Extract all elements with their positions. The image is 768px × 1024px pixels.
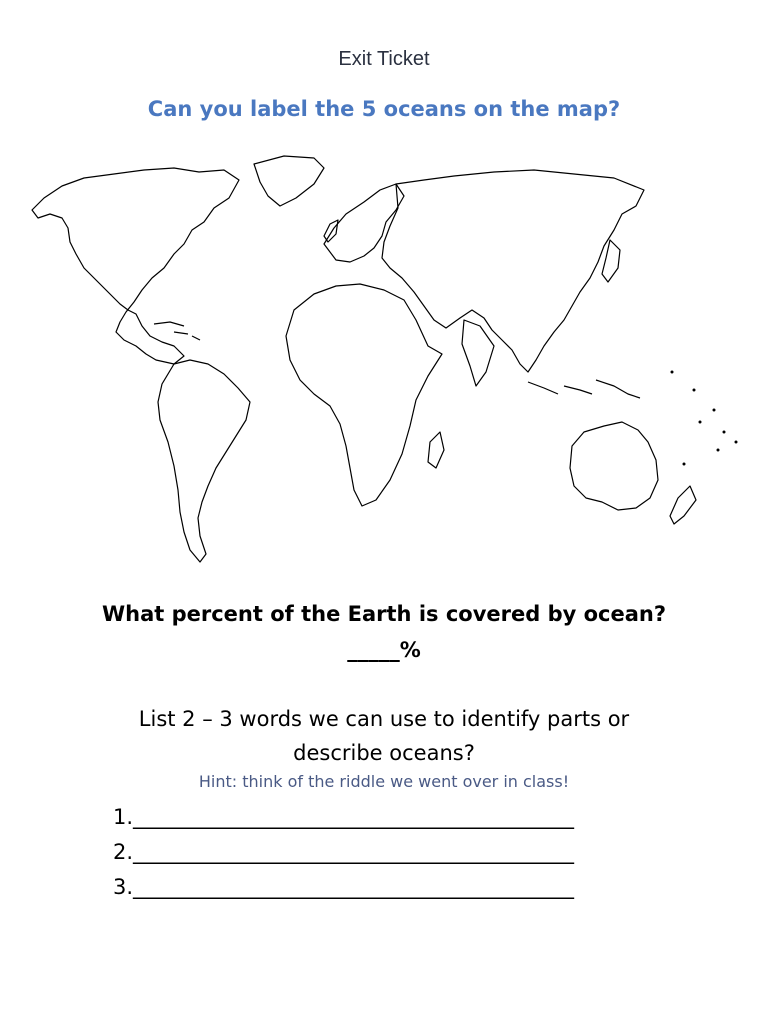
japan-outline bbox=[602, 240, 620, 282]
percent-question: What percent of the Earth is covered by ocean? bbox=[101, 602, 667, 626]
words-question-line2: describe oceans? bbox=[293, 741, 475, 765]
hint-text: Hint: think of the riddle we went over in class! bbox=[198, 772, 570, 791]
answer-line-2[interactable]: 2.__________________________________________ bbox=[113, 840, 575, 864]
india-outline bbox=[462, 320, 494, 386]
indonesia-islands bbox=[528, 380, 640, 398]
pacific-islands bbox=[671, 371, 738, 466]
uk-outline bbox=[324, 220, 338, 242]
world-map-icon bbox=[24, 150, 744, 575]
asia-outline bbox=[382, 170, 644, 372]
new-zealand-outline bbox=[670, 486, 696, 524]
percent-question-block bbox=[0, 596, 768, 668]
page-title: Exit Ticket bbox=[338, 48, 430, 70]
answer-line-1[interactable]: 1.__________________________________________ bbox=[113, 805, 575, 829]
answer-lines bbox=[113, 800, 713, 905]
greenland-outline bbox=[254, 156, 324, 206]
answer-line-3[interactable]: 3.__________________________________________ bbox=[113, 875, 575, 899]
madagascar-outline bbox=[428, 432, 444, 468]
words-question-block bbox=[0, 702, 768, 770]
oceans-question: Can you label the 5 oceans on the map? bbox=[147, 97, 621, 121]
north-america-outline bbox=[32, 168, 239, 364]
australia-outline bbox=[570, 422, 658, 510]
percent-answer-blank[interactable]: _____% bbox=[347, 638, 421, 662]
europe-outline bbox=[324, 184, 404, 262]
words-question-line1: List 2 – 3 words we can use to identify parts or bbox=[138, 707, 630, 731]
south-america-outline bbox=[158, 360, 250, 562]
caribbean-islands bbox=[154, 322, 200, 340]
africa-outline bbox=[286, 284, 442, 506]
